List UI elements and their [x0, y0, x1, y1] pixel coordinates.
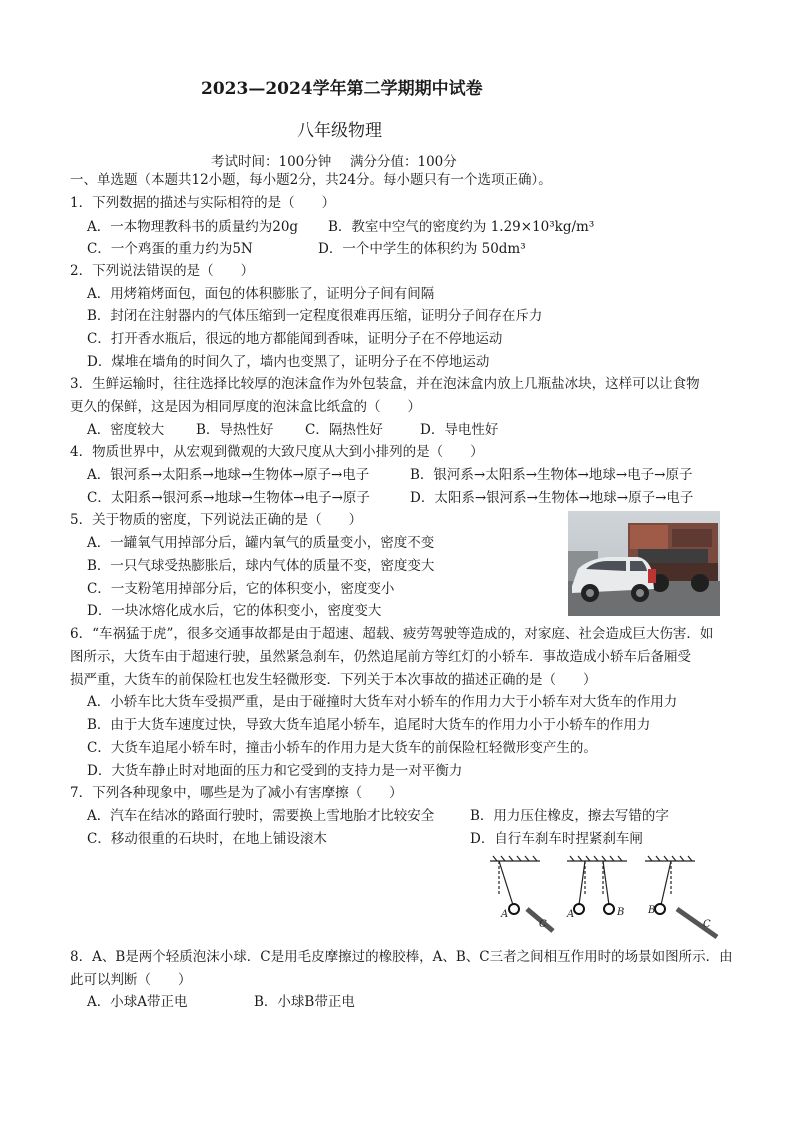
q6-option-b: B．由于大货车速度过快，导致大货车追尾小轿车，追尾时大货车的作用力小于小轿车的作用力 — [87, 717, 651, 733]
q6-stem-line2: 图所示，大货车由于超速行驶，虽然紧急刹车，仍然追尾前方等红灯的小轿车．事故造成小轿车后备厢受 — [70, 649, 691, 665]
q5-option-b: B．一只气球受热膨胀后，球内气体的质量不变，密度变大 — [87, 558, 435, 574]
q2-option-b: B．封闭在注射器内的气体压缩到一定程度很难再压缩，证明分子间存在斥力 — [87, 308, 543, 324]
fig-label-c3: C — [703, 919, 711, 930]
q8-stem-line2: 此可以判断（ ） — [70, 972, 192, 988]
exam-title: 2023—2024学年第二学期期中试卷 — [201, 79, 483, 99]
q8-option-a: A．小球A带正电 — [87, 994, 188, 1010]
q7-stem: 7．下列各种现象中，哪些是为了减小有害摩擦（ ） — [70, 785, 403, 801]
q5-option-c: C．一支粉笔用掉部分后，它的体积变小，密度变小 — [87, 581, 395, 597]
q2-option-d: D．煤堆在墙角的时间久了，墙内也变黑了，证明分子在不停地运动 — [87, 354, 490, 370]
q4-option-c: C．太阳系→银河系→地球→生物体→电子→原子 — [87, 490, 370, 506]
q6-stem-line3: 损严重，大货车的前保险杠也发生轻微形变．下列关于本次事故的描述正确的是（ ） — [70, 672, 597, 688]
q4-stem: 4．物质世界中，从宏观到微观的大致尺度从大到小排列的是（ ） — [70, 444, 484, 460]
q6-option-d: D．大货车静止时对地面的压力和它受到的支持力是一对平衡力 — [87, 763, 463, 779]
q1-option-c: C．一个鸡蛋的重力约为5N — [87, 241, 253, 257]
q3-option-d: D．导电性好 — [420, 422, 499, 438]
q4-option-d: D．太阳系→银河系→生物体→地球→原子→电子 — [410, 490, 694, 506]
exam-time: 考试时间：100分钟 — [211, 154, 332, 170]
exam-subtitle: 八年级物理 — [297, 121, 382, 141]
q5-option-d: D．一块冰熔化成水后，它的体积变小，密度变大 — [87, 603, 382, 619]
q7-option-b: B．用力压住橡皮，擦去写错的字 — [470, 808, 669, 824]
accident-photo — [568, 511, 720, 616]
fig-label-a2: A — [567, 909, 575, 920]
q6-stem-line1: 6．“车祸猛于虎”，很多交通事故都是由于超速、超载、疲劳驾驶等造成的，对家庭、社会造成巨大伤害．如 — [70, 626, 714, 642]
q6-option-c: C．大货车追尾小轿车时，撞击小轿车的作用力是大货车的前保险杠轻微形变产生的。 — [87, 740, 597, 756]
q4-option-a: A．银河系→太阳系→地球→生物体→原子→电子 — [87, 467, 370, 483]
q2-stem: 2．下列说法错误的是（ ） — [70, 263, 255, 279]
q1-option-b: B．教室中空气的密度约为 1.29×10³kg/m³ — [328, 219, 595, 235]
q1-stem: 1．下列数据的描述与实际相符的是（ ） — [70, 195, 336, 211]
q2-option-c: C．打开香水瓶后，很远的地方都能闻到香味，证明分子在不停地运动 — [87, 331, 503, 347]
q3-option-b: B．导热性好 — [196, 422, 274, 438]
q8-stem-line1: 8．A、B是两个轻质泡沫小球．C是用毛皮摩擦过的橡胶棒，A、B、C三者之间相互作用时的场景如图所示．由 — [70, 949, 733, 965]
q1-option-d: D．一个中学生的体积约为 50dm³ — [318, 241, 526, 257]
q3-option-c: C．隔热性好 — [305, 422, 383, 438]
q3-option-a: A．密度较大 — [87, 422, 165, 438]
full-score: 满分分值：100分 — [350, 154, 457, 170]
q5-option-a: A．一罐氧气用掉部分后，罐内氧气的质量变小，密度不变 — [87, 535, 435, 551]
q7-option-d: D．自行车刹车时捏紧刹车闸 — [470, 831, 643, 847]
fig-label-a1: A — [501, 909, 509, 920]
fig-label-b3: B — [648, 905, 656, 916]
q6-option-a: A．小轿车比大货车受损严重，是由于碰撞时大货车对小轿车的作用力大于小轿车对大货车的作用力 — [87, 694, 678, 710]
fig-label-b2: B — [617, 907, 625, 918]
q3-stem-line1: 3．生鲜运输时，往往选择比较厚的泡沫盒作为外包装盒，并在泡沫盒内放上几瓶盐冰块，这样可以让食物 — [70, 376, 700, 392]
section-heading: 一、单选题（本题共12小题，每小题2分，共24分。每小题只有一个选项正确）。 — [70, 172, 552, 188]
q7-option-a: A．汽车在结冰的路面行驶时，需要换上雪地胎才比较安全 — [87, 808, 435, 824]
q7-option-c: C．移动很重的石块时，在地上铺设滚木 — [87, 831, 327, 847]
fig-label-c1: C — [539, 919, 547, 930]
q2-option-a: A．用烤箱烤面包，面包的体积膨胀了，证明分子间有间隔 — [87, 286, 435, 302]
q5-stem: 5．关于物质的密度，下列说法正确的是（ ） — [70, 512, 363, 528]
charged-balls-figure — [485, 855, 725, 947]
q3-stem-line2: 更久的保鲜，这是因为相同厚度的泡沫盒比纸盒的（ ） — [70, 399, 421, 415]
q1-option-a: A．一本物理教科书的质量约为20g — [87, 219, 299, 235]
q4-option-b: B．银河系→太阳系→生物体→地球→电子→原子 — [410, 467, 693, 483]
q8-option-b: B．小球B带正电 — [254, 994, 355, 1010]
